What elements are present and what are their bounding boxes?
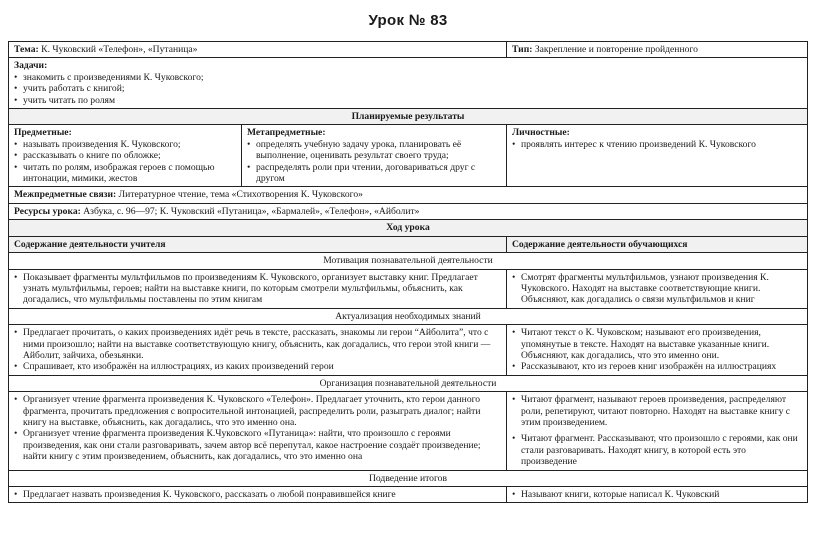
list-item: • рассказывать о книге по обложке; [14, 150, 236, 161]
meta-results-cell [241, 125, 506, 186]
type-label: Тип: [512, 44, 533, 55]
course-column-headers [8, 236, 808, 252]
tasks-row [8, 57, 808, 108]
theme-value: К. Чуковский «Телефон», «Путаница» [41, 44, 198, 55]
student-activity-cell [506, 487, 807, 502]
lesson-title: Урок № 83 [368, 12, 448, 29]
list-item: • Читают фрагмент, называют героев произведения, распределяют роли, репетируют, читают повторно. Находят на выставке книгу с этим произведением. [512, 394, 802, 428]
theme-row [8, 41, 808, 57]
teacher-column-header: Содержание деятельности учителя [14, 238, 166, 250]
stage-header: Подведение итогов [8, 470, 808, 486]
list-item: • учить работать с книгой; [14, 83, 802, 94]
list-item: • называть произведения К. Чуковского; [14, 139, 236, 150]
theme-cell [9, 42, 506, 57]
list-item: • Смотрят фрагменты мультфильмов, узнают произведения К. Чуковского. Находят на выставке соответствующие книги. Объясняют, как догадались о связи мультфильмов и книг [512, 272, 802, 306]
intersubject-value: Литературное чтение, тема «Стихотворения К. Чуковского» [118, 189, 363, 201]
teacher-activity-cell [9, 325, 506, 375]
stage-row [8, 391, 808, 469]
list-item: • Организует чтение фрагмента произведения К. Чуковского «Телефон». Предлагает уточнить, кто герои данного фрагмента, прочитать предложения с вопросительной интонацией, распределить роли, разыграть диалог; найти книгу на выставке, объяснить, как догадались, что это именно она. [14, 394, 501, 428]
stage-header: Актуализация необходимых знаний [8, 308, 808, 324]
theme-label: Тема: [14, 44, 39, 55]
tasks-label: Задачи: [14, 60, 48, 72]
list-item: • читать по ролям, изображая героев с помощью интонации, мимики, жестов [14, 162, 236, 185]
personal-results-cell [506, 125, 807, 186]
intersubject-row [8, 186, 808, 202]
lesson-plan-table [8, 41, 808, 503]
list-item: • Предлагает назвать произведения К. Чуковского, рассказать о любой понравившейся книге [14, 489, 501, 500]
resources-label: Ресурсы урока: [14, 205, 81, 217]
student-activity-cell [506, 392, 807, 469]
teacher-activity-cell [9, 392, 506, 469]
intersubject-label: Межпредметные связи: [14, 189, 117, 201]
list-item: • Спрашивает, кто изображён на иллюстрациях, из каких произведений герои [14, 361, 501, 372]
list-item: • Читают фрагмент. Рассказывают, что произошло с героями, как они стали разговаривать. Находят книгу, в которой есть это произведение [512, 433, 802, 467]
stage-row [8, 269, 808, 308]
student-activity-cell [506, 270, 807, 308]
resources-row [8, 203, 808, 219]
teacher-activity-cell [9, 487, 506, 502]
list-item: • проявлять интерес к чтению произведений К. Чуковского [512, 139, 802, 150]
list-item: • Рассказывают, кто из героев книг изображён на иллюстрациях [512, 361, 802, 372]
personal-results-label: Личностные: [512, 127, 570, 139]
list-item: • Называют книги, которые написал К. Чуковский [512, 489, 802, 500]
stage-header: Мотивация познавательной деятельности [8, 252, 808, 268]
list-item: • распределять роли при чтении, договариваться друг с другом [247, 162, 501, 185]
type-cell [506, 42, 807, 57]
teacher-activity-cell [9, 270, 506, 308]
stage-header: Организация познавательной деятельности [8, 375, 808, 391]
list-item: • Читают текст о К. Чуковском; называют его произведения, упомянутые в тексте. Находят на выставке указанные книги. Объясняют, как догадались, что это именно они. [512, 327, 802, 361]
student-activity-cell [506, 325, 807, 375]
list-item: • Предлагает прочитать, о каких произведениях идёт речь в тексте, рассказать, знакомы ли герои “Айболита”, что с ними произошло; найти на выставке соответствующую книгу, объяснить, как догадались, что герои этой книги — Айболит, зайчиха, обезьянки. [14, 327, 501, 361]
resources-value: Азбука, с. 96—97; К. Чуковский «Путаница», «Бармалей», «Телефон», «Айболит» [83, 205, 420, 217]
list-item: • учить читать по ролям [14, 95, 802, 106]
list-item: • знакомить с произведениями К. Чуковского; [14, 72, 802, 83]
meta-results-label: Метапредметные: [247, 127, 326, 139]
tasks-list [14, 72, 802, 106]
list-item: • Показывает фрагменты мультфильмов по произведениям К. Чуковского, организует выставку книг. Предлагает узнать мультфильмы, героев; найти на выставке книги, по которым смотрели мультфильмы, объяснить, как догадались, что мультфильмы поставлены по этим книгам [14, 272, 501, 306]
stage-row [8, 486, 808, 503]
planned-results-header: Планируемые результаты [8, 108, 808, 124]
planned-results-row [8, 124, 808, 186]
stage-row [8, 324, 808, 375]
list-item: • Организует чтение фрагмента произведения К.Чуковского «Путаница»: найти, что произошло с героями произведения, как они стали разговаривать, зачем автор всё перепутал, какое настроение создаёт произведение; найти книгу с этим произведением, объяснить, как догадались, что это именно она [14, 428, 501, 462]
student-column-header: Содержание деятельности обучающихся [506, 237, 807, 252]
subject-results-cell [9, 125, 241, 186]
course-header: Ход урока [8, 219, 808, 235]
list-item: • определять учебную задачу урока, планировать её выполнение, оценивать результат своего труда; [247, 139, 501, 162]
type-value: Закрепление и повторение пройденного [534, 44, 698, 55]
subject-results-label: Предметные: [14, 127, 72, 139]
